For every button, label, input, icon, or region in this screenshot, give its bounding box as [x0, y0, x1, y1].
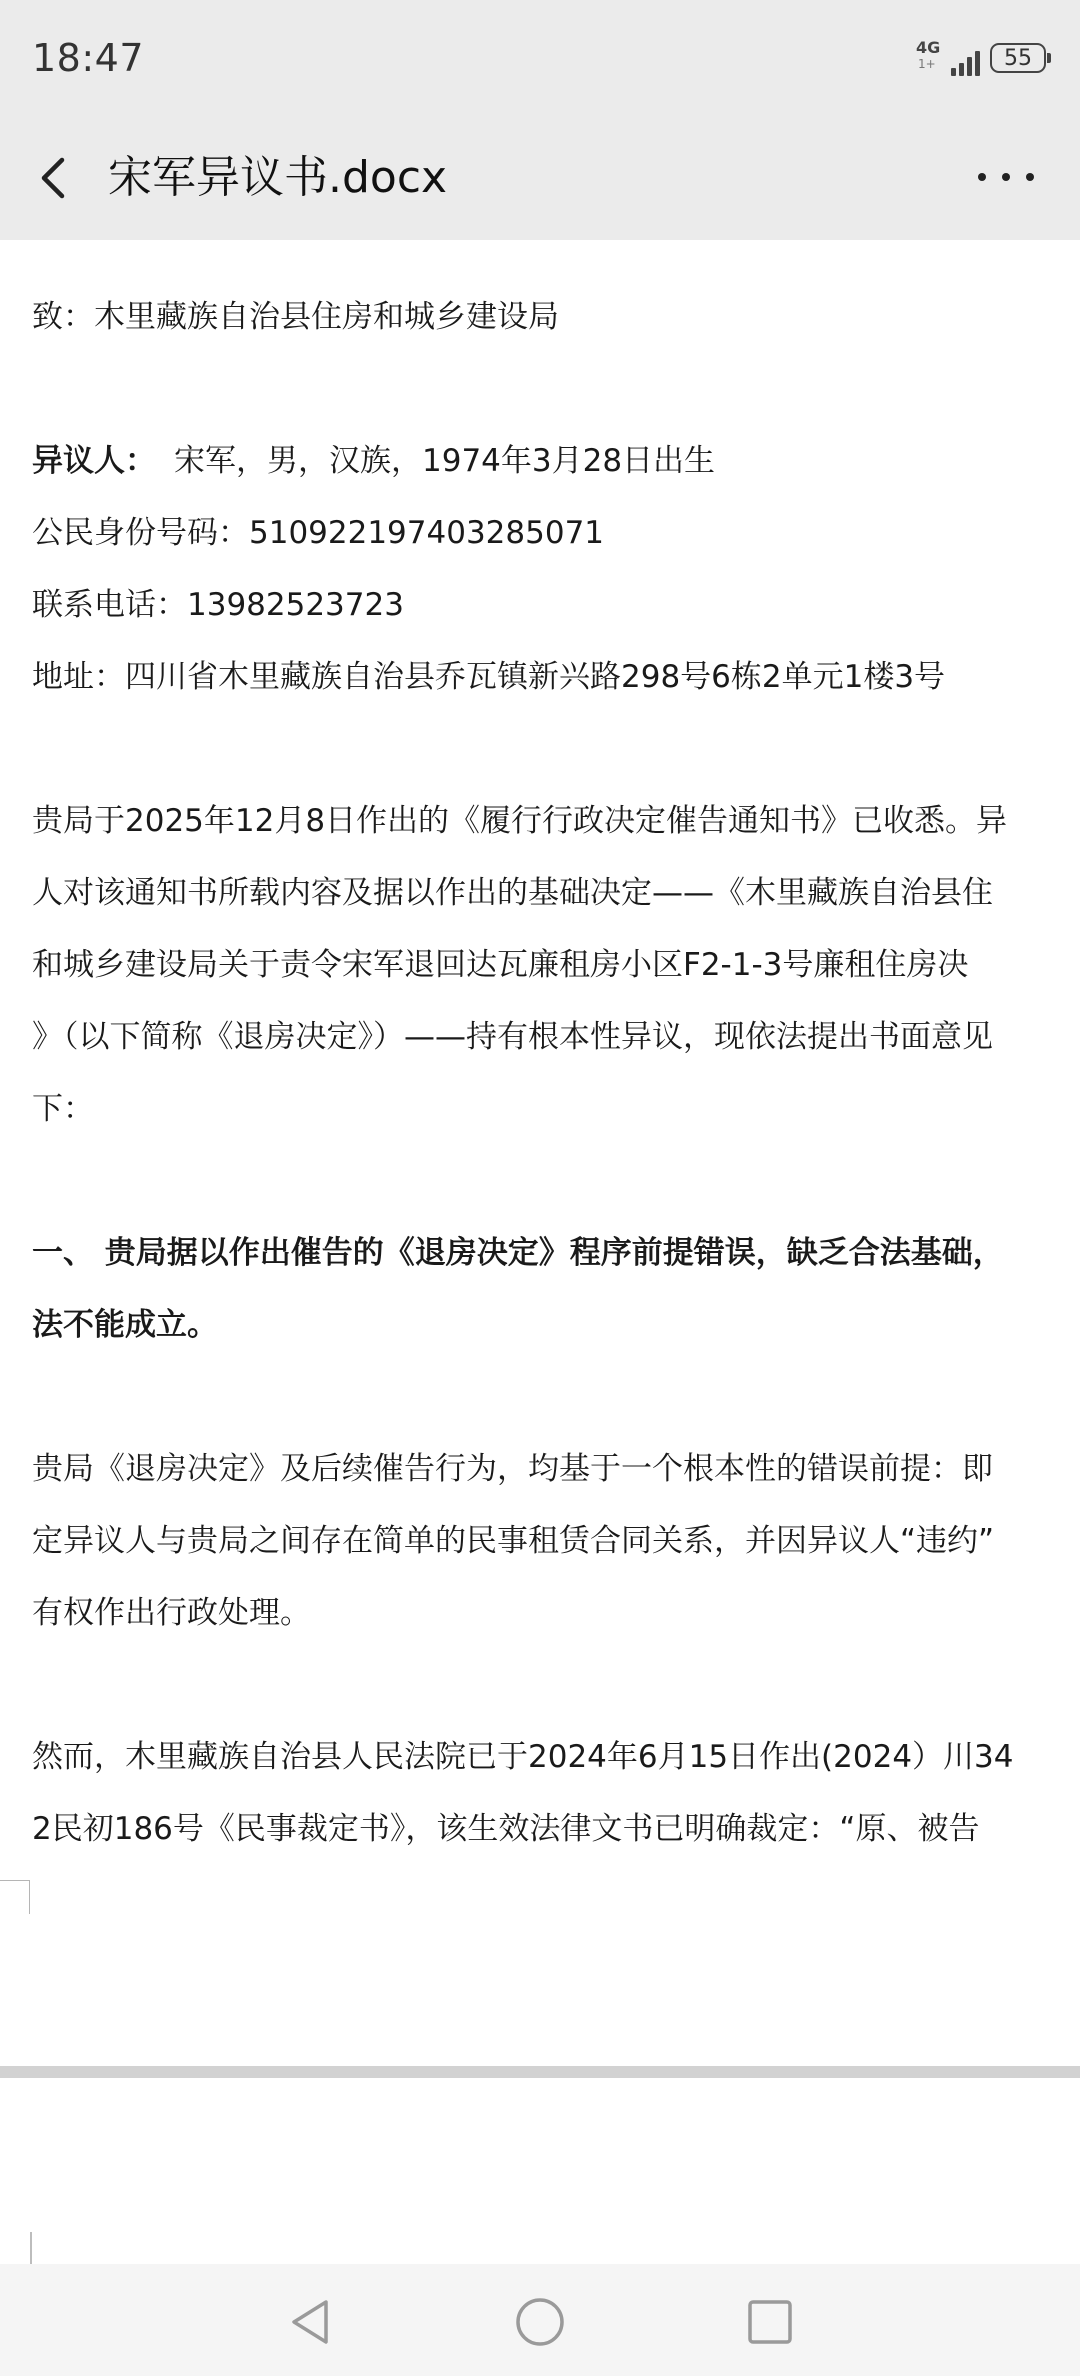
nav-back-button[interactable] [280, 2292, 340, 2352]
app-header [0, 118, 1080, 240]
objector-value: 宋军，男，汉族，1974年3月28日出生 [174, 443, 716, 479]
system-navigation-bar [0, 2264, 1080, 2376]
id-number-line: 公民身份号码：510922197403285071 [32, 515, 605, 551]
network-type-label: 4G [916, 38, 941, 57]
nav-home-button[interactable] [510, 2292, 570, 2352]
paragraph-line: 下： [32, 1091, 94, 1127]
address-line: 地址：四川省木里藏族自治县乔瓦镇新兴路298号6栋2单元1楼3号 [32, 659, 946, 695]
more-options-button[interactable] [978, 162, 1034, 192]
document-page[interactable] [0, 240, 1080, 2066]
section-heading-line: 法不能成立。 [32, 1307, 218, 1343]
paragraph-line: 》（以下简称《退房决定》）——持有根本性异议，现依法提出书面意见 [32, 1019, 993, 1055]
signal-bars-icon [951, 51, 980, 76]
document-title: 宋军异议书.docx [108, 152, 448, 203]
status-icons [916, 40, 1046, 76]
paragraph-line: 定异议人与贵局之间存在简单的民事租赁合同关系，并因异议人“违约” [32, 1523, 995, 1559]
more-dot-icon [978, 173, 986, 181]
cellular-signal-icon [916, 40, 980, 76]
back-button[interactable] [26, 148, 86, 208]
paragraph-line: 2民初186号《民事裁定书》，该生效法律文书已明确裁定：“原、被告 [32, 1811, 980, 1847]
paragraph-line: 人对该通知书所载内容及据以作出的基础决定——《木里藏族自治县住 [32, 875, 993, 911]
page-separator [0, 2066, 1080, 2078]
margin-corner-mark [0, 1880, 30, 1914]
nav-recents-button[interactable] [740, 2292, 800, 2352]
status-time: 18:47 [32, 36, 145, 80]
battery-icon [990, 43, 1046, 73]
circle-home-icon [510, 2292, 570, 2352]
battery-level: 55 [1004, 45, 1032, 71]
chevron-left-icon [26, 148, 86, 208]
more-dot-icon [1002, 173, 1010, 181]
paragraph-line: 和城乡建设局关于责令宋军退回达瓦廉租房小区F2-1-3号廉租住房决 [32, 947, 969, 983]
objector-label: 异议人： [32, 443, 156, 479]
paragraph-line: 然而，木里藏族自治县人民法院已于2024年6月15日作出(2024）川34 [32, 1739, 1014, 1775]
square-recents-icon [740, 2292, 800, 2352]
triangle-back-icon [280, 2292, 340, 2352]
recipient-line: 致：木里藏族自治县住房和城乡建设局 [32, 299, 559, 335]
paragraph-line: 贵局《退房决定》及后续催告行为，均基于一个根本性的错误前提：即 [32, 1451, 993, 1487]
objector-line [32, 436, 715, 486]
paragraph-line: 贵局于2025年12月8日作出的《履行行政决定催告通知书》已收悉。异 [32, 803, 1008, 839]
network-sub-label: 1+ [918, 57, 936, 71]
paragraph-line: 有权作出行政处理。 [32, 1595, 311, 1631]
section-heading-line: 一、 贵局据以作出催告的《退房决定》程序前提错误，缺乏合法基础， [32, 1235, 1004, 1271]
text-caret [30, 2232, 32, 2264]
phone-line: 联系电话：13982523723 [32, 587, 404, 623]
status-bar [0, 0, 1080, 118]
more-dot-icon [1026, 173, 1034, 181]
